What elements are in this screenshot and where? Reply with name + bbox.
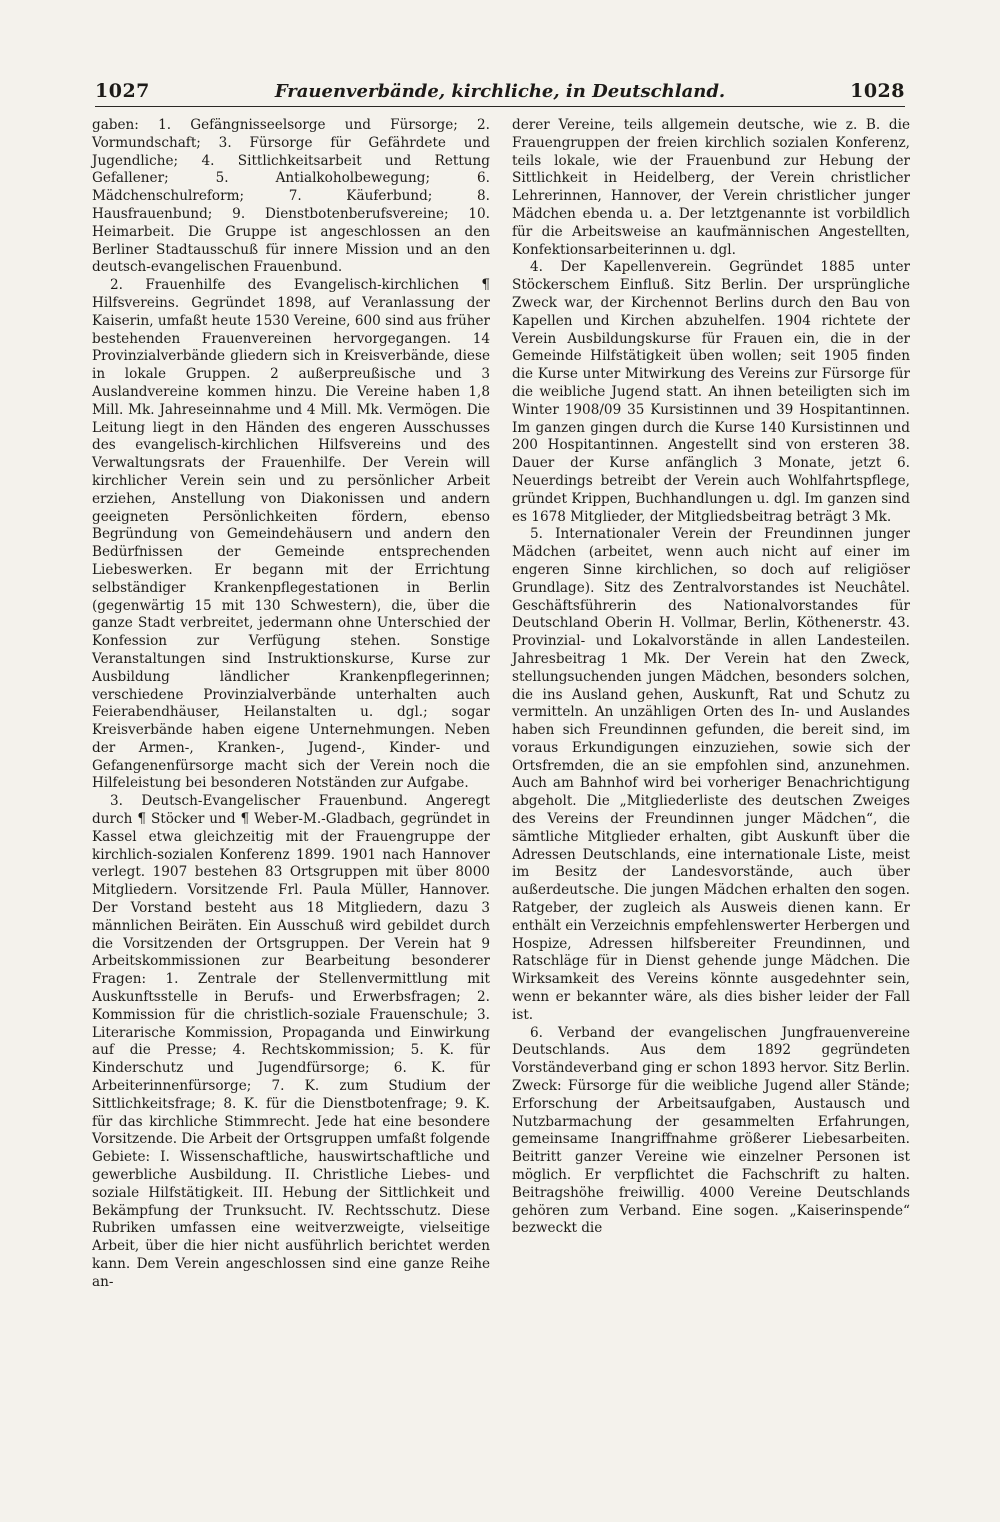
paragraph: 2. Frauenhilfe des Evangelisch-kirchlichen ¶ Hilfsvereins. Gegründet 1898, auf Veranlassung der Kaiserin, umfaßt heute 1530 Vereine, 600 sind aus früher bestehenden Frauenvereinen hervorgegangen. 14 Provinzialverbände gliedern sich in Kreisverbände, diese in lokale Gruppen. 2 außerpreußische und 3 Auslandvereine kommen hinzu. Die Vereine haben 1,8 Mill. Mk. Jahreseinnahme und 4 Mill. Mk. Vermögen. Die Leitung liegt in den Händen des engeren Ausschusses des evangelisch-kirchlichen Hilfsvereins und des Verwaltungsrats der Frauenhilfe. Der Verein will kirchlicher Verein sein und zu persönlicher Arbeit erziehen, Anstellung von Diakonissen und andern geeigneten Persönlichkeiten fördern, ebenso Begründung von Gemeindehäusern und andern den Bedürfnissen der Gemeinde entsprechenden Liebeswerken. Er begann mit der Errichtung selbständiger Krankenpflegestationen in Berlin (gegenwärtig 15 mit 130 Schwestern), die, über die ganze Stadt verbreitet, jedermann ohne Unterschied der Konfession zur Verfügung stehen. Sonstige Veranstaltungen sind Instruktionskurse, Kurse zur Ausbildung ländlicher Krankenpflegerinnen; verschiedene Provinzialverbände unterhalten auch Feierabendhäuser, Heilanstalten u. dgl.; sogar Kreisverbände haben eigene Unternehmungen. Neben der Armen-, Kranken-, Jugend-, Kinder- und Gefangenenfürsorge macht sich der Verein noch die Hilfeleistung bei besonderen Notständen zur Aufgabe. [92,277,490,792]
paragraph: gaben: 1. Gefängnisseelsorge und Fürsorge; 2. Vormundschaft; 3. Fürsorge für Gefährdete und Jugendliche; 4. Sittlichkeitsarbeit und Rettung Gefallener; 5. Antialkoholbewegung; 6. Mädchenschulreform; 7. Käuferbund; 8. Hausfrauenbund; 9. Dienstbotenberufsvereine; 10. Heimarbeit. Die Gruppe ist angeschlossen an den Berliner Stadtausschuß für innere Mission und an den deutsch-evangelischen Frauenbund. [92,117,490,276]
right-column [512,117,910,1238]
paragraph: 5. Internationaler Verein der Freundinnen junger Mädchen (arbeitet, wenn auch nicht auf einer im engeren Sinne kirchlichen, so doch auf religiöser Grundlage). Sitz des Zentralvorstandes ist Neuchâtel. Geschäftsführerin des Nationalvorstandes für Deutschland Oberin H. Vollmar, Berlin, Köthenerstr. 43. Provinzial- und Lokalvorstände in allen Landesteilen. Jahresbeitrag 1 Mk. Der Verein hat den Zweck, stellungsuchenden jungen Mädchen, besonders solchen, die ins Ausland gehen, Auskunft, Rat und Schutz zu vermitteln. An unzähligen Orten des In- und Auslandes haben sich Freundinnen gefunden, die bereit sind, im voraus Erkundigungen einzuziehen, sowie sich der Ortsfremden, die an sie empfohlen sind, anzunehmen. Auch am Bahnhof wird bei vorheriger Benachrichtigung abgeholt. Die „Mitgliederliste des deutschen Zweiges des Vereins der Freundinnen junger Mädchen“, die sämtliche Mitglieder erhalten, gibt Auskunft über die Adressen Deutschlands, eine internationale Liste, meist im Besitz der Landesvorstände, auch über außerdeutsche. Die jungen Mädchen erhalten den sogen. Ratgeber, der zugleich als Ausweis dienen kann. Er enthält ein Verzeichnis empfehlenswerter Herbergen und Hospize, Adressen hilfsbereiter Freundinnen, und Ratschläge für in Dienst gehende junge Mädchen. Die Wirksamkeit des Vereins könnte ausgedehnter sein, wenn er bekannter wäre, als dies bisher leider der Fall ist. [512,526,910,1023]
paragraph: 6. Verband der evangelischen Jungfrauenvereine Deutschlands. Aus dem 1892 gegründeten Vorständeverband ging er schon 1893 hervor. Sitz Berlin. Zweck: Fürsorge für die weibliche Jugend aller Stände; Erforschung der Arbeitsaufgaben, Austausch und Nutzbarmachung der gesammelten Erfahrungen, gemeinsame Inangriffnahme größerer Liebesarbeiten. Beitritt ganzer Vereine wie einzelner Personen ist möglich. Er verpflichtet die Fachschrift zu halten. Beitragshöhe freiwillig. 4000 Vereine Deutschlands gehören zum Verband. Eine sogen. „Kaiserinspende“ bezweckt die [512,1024,910,1237]
page-number-right: 1028 [850,80,905,102]
left-column [92,117,490,1292]
running-title: Frauenverbände, kirchliche, in Deutschland. [274,81,726,102]
paragraph: derer Vereine, teils allgemein deutsche, wie z. B. die Frauengruppen der freien kirchlich sozialen Konferenz, teils lokale, wie der Frauenbund zur Hebung der Sittlichkeit in Heidelberg, der Verein christlicher Lehrerinnen, Hannover, der Verein christlicher junger Mädchen ebenda u. a. Der letztgenannte ist vorbildlich für die Arbeitsweise an kaufmännischen Angestellten, Konfektionsarbeiterinnen u. dgl. [512,117,910,258]
paragraph: 3. Deutsch-Evangelischer Frauenbund. Angeregt durch ¶ Stöcker und ¶ Weber-M.-Gladbach, gegründet in Kassel etwa gleichzeitig mit der Frauengruppe der kirchlich-sozialen Konferenz 1899. 1901 nach Hannover verlegt. 1907 bestehen 83 Ortsgruppen mit über 8000 Mitgliedern. Vorsitzende Frl. Paula Müller, Hannover. Der Vorstand besteht aus 18 Mitgliedern, dazu 3 männlichen Beiräten. Ein Ausschuß wird gebildet durch die Vorsitzenden der Ortsgruppen. Der Verein hat 9 Arbeitskommissionen zur Bearbeitung besonderer Fragen: 1. Zentrale der Stellenvermittlung mit Auskunftsstelle in Berufs- und Erwerbsfragen; 2. Kommission für die christlich-soziale Frauenschule; 3. Literarische Kommission, Propaganda und Einwirkung auf die Presse; 4. Rechtskommission; 5. K. für Kinderschutz und Jugendfürsorge; 6. K. für Arbeiterinnenfürsorge; 7. K. zum Studium der Sittlichkeitsfrage; 8. K. für die Dienstbotenfrage; 9. K. für das kirchliche Stimmrecht. Jede hat eine besondere Vorsitzende. Die Arbeit der Ortsgruppen umfaßt folgende Gebiete: I. Wissenschaftliche, hauswirtschaftliche und gewerbliche Ausbildung. II. Christliche Liebes- und soziale Hilfstätigkeit. III. Hebung der Sittlichkeit und Bekämpfung der Trunksucht. IV. Rechtsschutz. Diese Rubriken umfassen eine weitverzweigte, vielseitige Arbeit, über die hier nicht ausführlich berichtet werden kann. Dem Verein angeschlossen sind eine ganze Reihe an- [92,793,490,1290]
page-number-left: 1027 [95,80,150,102]
paragraph: 4. Der Kapellenverein. Gegründet 1885 unter Stöckerschem Einfluß. Sitz Berlin. Der ursprüngliche Zweck war, der Kirchennot Berlins durch den Bau von Kapellen und Kirchen abzuhelfen. 1904 richtete der Verein Ausbildungskurse für Frauen ein, die in der Gemeinde Hilfstätigkeit üben wollen; seit 1905 finden die Kurse unter Mitwirkung des Vereins zur Fürsorge für die weibliche Jugend statt. An ihnen beteiligten sich im Winter 1908/09 35 Kursistinnen und 39 Hospitantinnen. Im ganzen gingen durch die Kurse 140 Kursistinnen und 200 Hospitantinnen. Angestellt sind von ersteren 38. Dauer der Kurse anfänglich 3 Monate, jetzt 6. Neuerdings betreibt der Verein auch Wohlfahrtspflege, gründet Krippen, Buchhandlungen u. dgl. Im ganzen sind es 1678 Mitglieder, der Mitgliedsbeitrag beträgt 3 Mk. [512,259,910,525]
running-header [95,62,905,107]
